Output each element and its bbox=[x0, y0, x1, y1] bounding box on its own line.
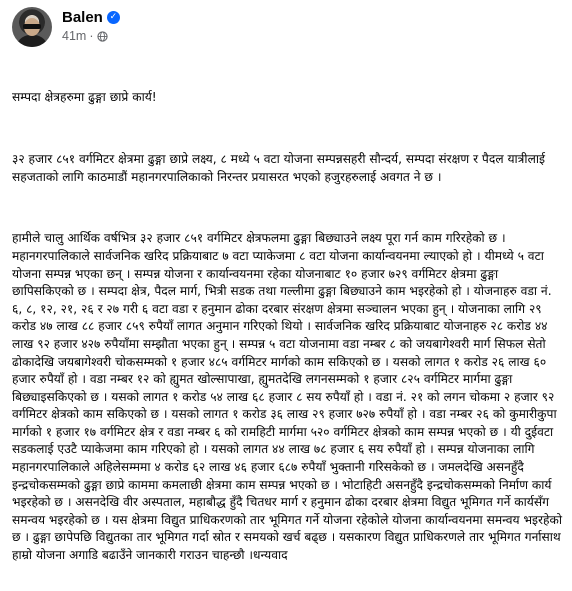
author-name[interactable]: Balen bbox=[62, 9, 103, 26]
post-timestamp[interactable]: 41m bbox=[62, 29, 87, 43]
post-meta bbox=[62, 29, 108, 43]
post-paragraph: ३२ हजार ८५१ वर्गमिटर क्षेत्रमा ढुङ्गा छाप्रे लक्ष्य, ८ मध्ये ५ वटा योजना सम्पन्नसहरी सौन्दर्य, सम्पदा संरक्षण र पैदल यात्रीलाई सहजताको लागि काठमाडौं महानगरपालिकाको निरन्तर प्रयासरत भएको हजुरहरुलाई अवगत ने छ । bbox=[12, 151, 549, 184]
post-paragraph: हामीले चालु आर्थिक वर्षभित्र ३२ हजार ८५१ वर्गमिटर क्षेत्रफलमा ढुङ्गा बिछ्याउने लक्ष्य पूरा गर्न काम गरिरहेको छ । महानगरपालिकाले सार्वजनिक खरिद प्रक्रियाबाट ७ वटा प्याकेजमा ८ वटा योजना कार्यान्वयनमा ल्याएको हो । यीमध्ये ५ वटा योजना सम्पन्न भएका छन् । सम्पन्न योजना र कार्यान्वयनमा रहेका योजनाबाट १० हजार ७२९ वर्गमिटर क्षेत्रमा ढुङ्गा छापिसकिएको छ । सम्पदा क्षेत्र, पैदल मार्ग, भित्री सडक तथा गल्लीमा ढुङ्गा बिछ्याउने काम भइरहेको हो । योजनाहरु वडा नं. ६, ८, १२, २१, २६ र २७ गरी ६ वटा वडा र हनुमान ढोका दरबार संरक्षण क्षेत्रमा सञ्चालन भएका हुन् । योजनाका लागि २९ करोड ४७ लाख ८८ हजार ८५९ रुपैयाँ लागत अनुमान गरिएको थियो । सार्वजनिक खरिद प्रक्रियाबाट योजनाहरु २८ करोड ४४ लाख ९२ हजार ४२७ रुपैयाँमा सम्झौता भएका हुन् । सम्पन्न ५ वटा योजनामा वडा नम्बर ८ को जयबागेश्वरी मार्ग सिफल सेतो ढोकादेखि जयबागेश्वरी चोकसम्मको १ हजार ४८५ वर्गमिटर मार्गको काम सकिएको छ । यसको लागत १ करोड २६ लाख ६० हजार रुपैयाँ हो । वडा नम्बर १२ को ह्युमत खोल्सापाखा, ह्युमतदेखि लगनसम्मको १ हजार ८२५ वर्गमिटर मार्गमा ढुङ्गा बिछ्याइसकिएको छ । यसको लागत १ करोड ५४ लाख ६८ हजार ८ सय रुपैयाँ हो । वडा नं. २१ को लगन चोकमा २ हजार ९२ वर्गमिटर क्षेत्रको काम सकिएको छ । यसको लागत १ करोड ३६ लाख २९ हजार ७२७ रुपैयाँ हो । वडा नम्बर २६ को कुमारीकुपा मार्गको १ हजार १७ वर्गमिटर क्षेत्र र वडा नम्बर ६ को रामहिटी मार्गमा ५२० वर्गमिटर क्षेत्रको काम सम्पन्न भएको छ । यी दुईवटा सडकलाई एउटै प्याकेजमा काम गरिएको हो । यसको लागत ४४ लाख ७८ हजार ६ सय रुपैयाँ हो । सम्पन्न योजनाका लागि महानगरपालिकाले अहिलेसम्ममा ४ करोड ६२ लाख ४६ हजार ६८७ रुपैयाँ भुक्तानी गरिसकेको छ । जमलदेखि असनहुँदै इन्द्रचोकसम्मको ढुङ्गा छाप्रे काममा कमलाछी क्षेत्रमा काम सम्पन्न भएको छ । भोटाहिटी असनहुँदै इन्द्रचोकसम्मको निर्माण कार्य भइरहेको छ । असनदेखि वीर अस्पताल, महाबौद्ध हुँदै चितधर मार्ग र हनुमान ढोका दरबार क्षेत्रमा विद्युत भूमिगत गर्ने कार्यसँग समन्वय भइरहेको छ । यस क्षेत्रमा विद्युत प्राधिकरणको तार भूमिगत गर्ने योजना रहेकोले योजना कार्यान्वयनमा समन्वय भइरहेको छ । ढुङ्गा छापेपछि विद्युतका तार भूमिगत गर्दा स्रोत र समयको खर्च बढ्छ । यसकारण विद्युत प्राधिकरणले तार भूमिगत गर्नासाथ हाम्रो योजना अगाडि बढाउँने जानकारी गराउन चाहन्छौ ।धन्यवाद bbox=[12, 231, 566, 563]
post-title: सम्पदा क्षेत्रहरुमा ढुङ्गा छाप्रे कार्य! bbox=[12, 90, 157, 105]
post-header bbox=[12, 5, 560, 45]
author-row bbox=[62, 9, 120, 26]
author-avatar[interactable] bbox=[12, 7, 52, 47]
avatar-body bbox=[16, 35, 48, 47]
meta-separator: · bbox=[89, 29, 94, 43]
verified-badge-icon: ✓ bbox=[107, 11, 120, 24]
globe-icon[interactable] bbox=[97, 31, 108, 42]
post-body bbox=[12, 54, 566, 591]
avatar-glasses bbox=[23, 24, 41, 29]
